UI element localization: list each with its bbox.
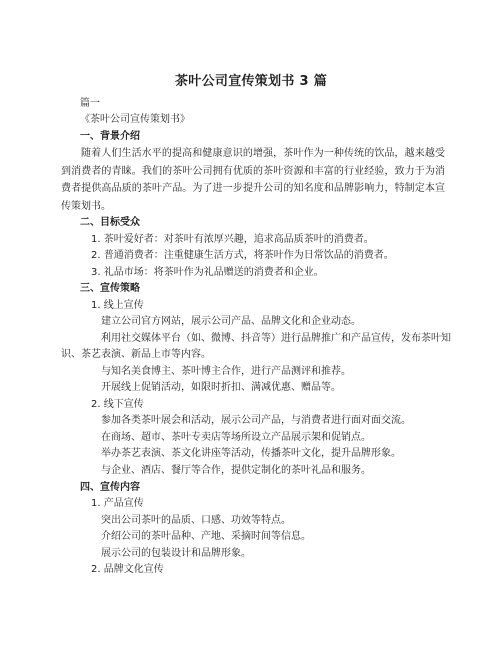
online-line: 与知名美食博主、茶叶博主合作，进行产品测评和推荐。 [101, 366, 351, 377]
document-name: 《茶叶公司宣传策划书》 [80, 114, 190, 125]
background-paragraph: 随着人们生活水平的提高和健康意识的增强，茶叶作为一种传统的饮品，越来越受到消费者的青睐。我们的茶叶公司拥有优质的茶叶资源和丰富的行业经验，致力于为消费者提供高品质的茶叶产品。为了进一步提升公司的知名度和品牌影响力，特制定本宣传策划书。 [61, 148, 445, 212]
online-line: 利用社交媒体平台（如、微博、抖音等）进行品牌推广和产品宣传，发布茶叶知 [101, 333, 451, 344]
online-line: 开展线上促销活动，如限时折扣、满减优惠、赠品等。 [101, 382, 341, 393]
online-line: 建立公司官方网站，展示公司产品、品牌文化和企业动态。 [101, 316, 361, 327]
content-subheading-brand: 2. 品牌文化宣传 [91, 564, 164, 575]
offline-line: 与企业、酒店、餐厅等合作，提供定制化的茶叶礼品和服务。 [101, 465, 371, 476]
document-title: 茶叶公司宣传策划书 3 篇 [175, 74, 327, 89]
section-heading-content: 四、宣传内容 [80, 482, 140, 493]
product-line: 介绍公司的茶叶品种、产地、采摘时间等信息。 [101, 531, 311, 542]
strategy-subheading-online: 1. 线上宣传 [91, 300, 144, 311]
product-line: 突出公司茶叶的品质、口感、功效等特点。 [101, 515, 291, 526]
section-heading-audience: 二、目标受众 [80, 217, 140, 228]
audience-item: 1. 茶叶爱好者：对茶叶有浓厚兴趣，追求高品质茶叶的消费者。 [91, 234, 374, 245]
content-subheading-product: 1. 产品宣传 [91, 498, 144, 509]
audience-item: 3. 礼品市场：将茶叶作为礼品赠送的消费者和企业。 [91, 267, 324, 278]
part-label: 篇一 [80, 98, 100, 109]
section-heading-background: 一、背景介绍 [80, 131, 140, 142]
offline-line: 参加各类茶叶展会和活动，展示公司产品，与消费者进行面对面交流。 [101, 415, 411, 426]
section-heading-strategy: 三、宣传策略 [80, 283, 140, 294]
offline-line: 在商场、超市、茶叶专卖店等场所设立产品展示架和促销点。 [101, 432, 371, 443]
product-line: 展示公司的包装设计和品牌形象。 [101, 548, 251, 559]
audience-item: 2. 普通消费者：注重健康生活方式，将茶叶作为日常饮品的消费者。 [91, 250, 394, 261]
offline-line: 举办茶艺表演、茶文化讲座等活动，传播茶叶文化，提升品牌形象。 [101, 448, 401, 459]
online-line: 识、茶艺表演、新品上市等内容。 [61, 349, 211, 360]
strategy-subheading-offline: 2. 线下宣传 [91, 399, 144, 410]
